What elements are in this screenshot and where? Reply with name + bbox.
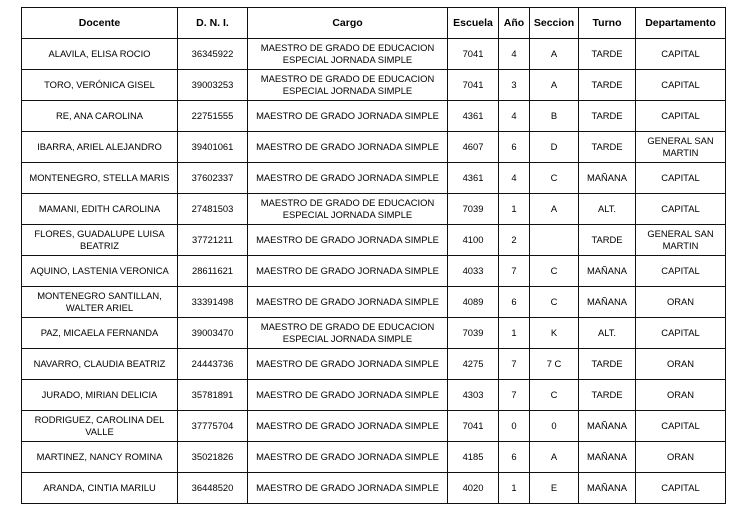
cell-escuela: 4607 <box>448 132 499 163</box>
cell-escuela: 7039 <box>448 194 499 225</box>
cell-ano: 1 <box>499 318 530 349</box>
cell-departamento: CAPITAL <box>636 101 726 132</box>
cell-dni: 39401061 <box>178 132 248 163</box>
cell-departamento: ORAN <box>636 380 726 411</box>
cell-turno: MAÑANA <box>579 442 636 473</box>
cell-ano: 4 <box>499 163 530 194</box>
cell-escuela: 7041 <box>448 411 499 442</box>
cell-escuela: 4361 <box>448 163 499 194</box>
cell-ano: 6 <box>499 442 530 473</box>
header-row <box>22 8 726 39</box>
cell-seccion: C <box>530 380 579 411</box>
cell-docente: RE, ANA CAROLINA <box>22 101 178 132</box>
cell-docente: MAMANI, EDITH CAROLINA <box>22 194 178 225</box>
cell-escuela: 4033 <box>448 256 499 287</box>
header-ano: Año <box>499 8 530 39</box>
cell-turno: TARDE <box>579 101 636 132</box>
cell-docente: PAZ, MICAELA FERNANDA <box>22 318 178 349</box>
table-row <box>22 225 726 256</box>
cell-ano: 7 <box>499 349 530 380</box>
cell-departamento: ORAN <box>636 287 726 318</box>
header-cargo: Cargo <box>248 8 448 39</box>
table-row <box>22 132 726 163</box>
cell-docente: MONTENEGRO SANTILLAN, WALTER ARIEL <box>22 287 178 318</box>
cell-seccion: 7 C <box>530 349 579 380</box>
cell-dni: 37721211 <box>178 225 248 256</box>
cell-seccion: A <box>530 70 579 101</box>
cell-turno: TARDE <box>579 70 636 101</box>
cell-departamento: CAPITAL <box>636 194 726 225</box>
cell-escuela: 4089 <box>448 287 499 318</box>
cell-cargo: MAESTRO DE GRADO JORNADA SIMPLE <box>248 101 448 132</box>
cell-docente: RODRIGUEZ, CAROLINA DEL VALLE <box>22 411 178 442</box>
cell-dni: 35781891 <box>178 380 248 411</box>
cell-ano: 4 <box>499 101 530 132</box>
cell-docente: MONTENEGRO, STELLA MARIS <box>22 163 178 194</box>
table-row <box>22 256 726 287</box>
cell-turno: TARDE <box>579 380 636 411</box>
cell-dni: 36448520 <box>178 473 248 504</box>
header-dni: D. N. I. <box>178 8 248 39</box>
cell-turno: MAÑANA <box>579 163 636 194</box>
cell-dni: 22751555 <box>178 101 248 132</box>
cell-dni: 36345922 <box>178 39 248 70</box>
cell-dni: 33391498 <box>178 287 248 318</box>
cell-seccion: C <box>530 163 579 194</box>
cell-ano: 1 <box>499 194 530 225</box>
cell-turno: TARDE <box>579 39 636 70</box>
cell-turno: MAÑANA <box>579 287 636 318</box>
cell-escuela: 4361 <box>448 101 499 132</box>
cell-turno: MAÑANA <box>579 256 636 287</box>
table-row <box>22 411 726 442</box>
cell-dni: 39003470 <box>178 318 248 349</box>
table-row <box>22 318 726 349</box>
header-seccion: Seccion <box>530 8 579 39</box>
cell-docente: FLORES, GUADALUPE LUISA BEATRIZ <box>22 225 178 256</box>
cell-docente: MARTINEZ, NANCY ROMINA <box>22 442 178 473</box>
table-row <box>22 349 726 380</box>
cell-dni: 24443736 <box>178 349 248 380</box>
docentes-table <box>21 7 726 504</box>
cell-turno: ALT. <box>579 318 636 349</box>
cell-turno: TARDE <box>579 132 636 163</box>
cell-cargo: MAESTRO DE GRADO JORNADA SIMPLE <box>248 132 448 163</box>
cell-seccion: A <box>530 442 579 473</box>
cell-escuela: 4275 <box>448 349 499 380</box>
cell-departamento: GENERAL SAN MARTIN <box>636 132 726 163</box>
cell-departamento: CAPITAL <box>636 39 726 70</box>
cell-cargo: MAESTRO DE GRADO DE EDUCACION ESPECIAL JORNADA SIMPLE <box>248 318 448 349</box>
cell-cargo: MAESTRO DE GRADO JORNADA SIMPLE <box>248 473 448 504</box>
cell-seccion: D <box>530 132 579 163</box>
cell-escuela: 7041 <box>448 39 499 70</box>
cell-ano: 3 <box>499 70 530 101</box>
cell-ano: 1 <box>499 473 530 504</box>
table-body <box>22 39 726 504</box>
cell-cargo: MAESTRO DE GRADO DE EDUCACION ESPECIAL JORNADA SIMPLE <box>248 70 448 101</box>
table-row <box>22 101 726 132</box>
cell-escuela: 4303 <box>448 380 499 411</box>
cell-cargo: MAESTRO DE GRADO DE EDUCACION ESPECIAL JORNADA SIMPLE <box>248 39 448 70</box>
cell-ano: 4 <box>499 39 530 70</box>
cell-departamento: CAPITAL <box>636 163 726 194</box>
table-row <box>22 194 726 225</box>
cell-ano: 0 <box>499 411 530 442</box>
cell-escuela: 7039 <box>448 318 499 349</box>
cell-turno: MAÑANA <box>579 411 636 442</box>
cell-turno: TARDE <box>579 225 636 256</box>
cell-docente: ARANDA, CINTIA MARILU <box>22 473 178 504</box>
cell-ano: 7 <box>499 380 530 411</box>
cell-dni: 37602337 <box>178 163 248 194</box>
cell-seccion: B <box>530 101 579 132</box>
cell-departamento: CAPITAL <box>636 411 726 442</box>
header-turno: Turno <box>579 8 636 39</box>
table-row <box>22 163 726 194</box>
header-departamento: Departamento <box>636 8 726 39</box>
cell-departamento: GENERAL SAN MARTIN <box>636 225 726 256</box>
cell-escuela: 4100 <box>448 225 499 256</box>
cell-departamento: CAPITAL <box>636 70 726 101</box>
table-row <box>22 287 726 318</box>
cell-cargo: MAESTRO DE GRADO JORNADA SIMPLE <box>248 287 448 318</box>
table-row <box>22 442 726 473</box>
table-row <box>22 473 726 504</box>
cell-cargo: MAESTRO DE GRADO JORNADA SIMPLE <box>248 349 448 380</box>
cell-seccion: A <box>530 194 579 225</box>
cell-ano: 7 <box>499 256 530 287</box>
table-row <box>22 39 726 70</box>
cell-docente: TORO, VERÓNICA GISEL <box>22 70 178 101</box>
cell-turno: ALT. <box>579 194 636 225</box>
cell-turno: MAÑANA <box>579 473 636 504</box>
cell-departamento: CAPITAL <box>636 473 726 504</box>
cell-departamento: ORAN <box>636 442 726 473</box>
cell-dni: 28611621 <box>178 256 248 287</box>
cell-departamento: CAPITAL <box>636 318 726 349</box>
header-docente: Docente <box>22 8 178 39</box>
cell-seccion: 0 <box>530 411 579 442</box>
cell-cargo: MAESTRO DE GRADO JORNADA SIMPLE <box>248 256 448 287</box>
cell-docente: ALAVILA, ELISA ROCIO <box>22 39 178 70</box>
cell-docente: AQUINO, LASTENIA VERONICA <box>22 256 178 287</box>
table-row <box>22 380 726 411</box>
cell-cargo: MAESTRO DE GRADO JORNADA SIMPLE <box>248 163 448 194</box>
cell-dni: 39003253 <box>178 70 248 101</box>
cell-turno: TARDE <box>579 349 636 380</box>
cell-departamento: CAPITAL <box>636 256 726 287</box>
cell-escuela: 4020 <box>448 473 499 504</box>
cell-cargo: MAESTRO DE GRADO JORNADA SIMPLE <box>248 411 448 442</box>
cell-ano: 2 <box>499 225 530 256</box>
cell-docente: NAVARRO, CLAUDIA BEATRIZ <box>22 349 178 380</box>
cell-dni: 27481503 <box>178 194 248 225</box>
cell-escuela: 4185 <box>448 442 499 473</box>
cell-seccion: K <box>530 318 579 349</box>
cell-seccion <box>530 225 579 256</box>
cell-ano: 6 <box>499 132 530 163</box>
cell-docente: JURADO, MIRIAN DELICIA <box>22 380 178 411</box>
header-escuela: Escuela <box>448 8 499 39</box>
cell-ano: 6 <box>499 287 530 318</box>
cell-docente: IBARRA, ARIEL ALEJANDRO <box>22 132 178 163</box>
cell-dni: 37775704 <box>178 411 248 442</box>
cell-cargo: MAESTRO DE GRADO JORNADA SIMPLE <box>248 442 448 473</box>
cell-cargo: MAESTRO DE GRADO JORNADA SIMPLE <box>248 225 448 256</box>
table-row <box>22 70 726 101</box>
cell-escuela: 7041 <box>448 70 499 101</box>
cell-seccion: C <box>530 256 579 287</box>
cell-departamento: ORAN <box>636 349 726 380</box>
cell-seccion: A <box>530 39 579 70</box>
cell-cargo: MAESTRO DE GRADO JORNADA SIMPLE <box>248 380 448 411</box>
cell-seccion: E <box>530 473 579 504</box>
cell-seccion: C <box>530 287 579 318</box>
cell-dni: 35021826 <box>178 442 248 473</box>
cell-cargo: MAESTRO DE GRADO DE EDUCACION ESPECIAL JORNADA SIMPLE <box>248 194 448 225</box>
